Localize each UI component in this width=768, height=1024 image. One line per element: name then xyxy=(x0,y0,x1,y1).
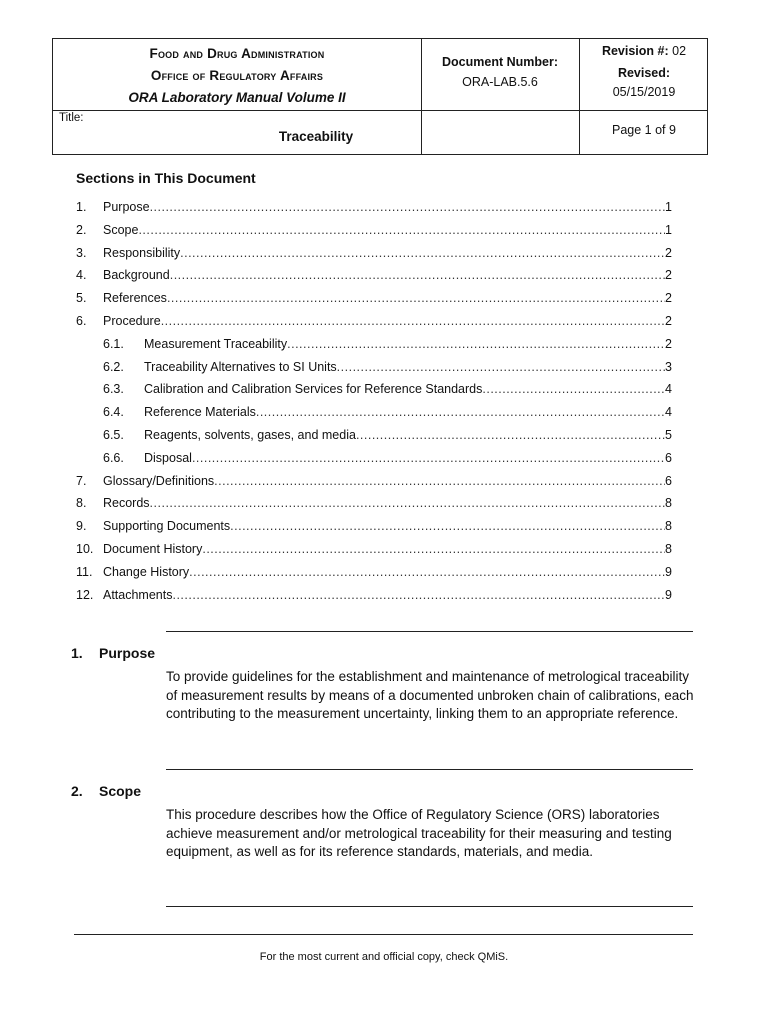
toc-heading: Sections in This Document xyxy=(76,170,256,186)
toc-entry-label: Attachments xyxy=(103,587,173,602)
toc-leader-dots xyxy=(150,200,665,214)
toc-entry-label: Traceability Alternatives to SI Units xyxy=(144,359,337,374)
toc-entry-number: 6.3. xyxy=(103,382,124,397)
toc-leader-dots xyxy=(202,542,665,556)
toc-entry-page: 2 xyxy=(665,268,672,283)
toc-leader-dots xyxy=(170,268,665,282)
toc-leader-dots xyxy=(287,337,665,351)
toc-entry-page: 5 xyxy=(665,427,672,442)
toc-entry-number: 8. xyxy=(76,496,87,511)
toc-entry-page: 3 xyxy=(665,359,672,374)
toc-entry[interactable] xyxy=(76,314,672,337)
toc-leader-dots xyxy=(356,428,665,442)
toc-entry-number: 6. xyxy=(76,313,87,328)
revision-label: Revision #: xyxy=(601,44,669,58)
section-number: 2. xyxy=(71,783,83,799)
toc-entry[interactable] xyxy=(76,428,672,451)
toc-entry[interactable] xyxy=(76,496,672,519)
toc-entry-number: 6.6. xyxy=(103,450,124,465)
toc-entry-page: 1 xyxy=(665,200,672,214)
toc-entry-label: Supporting Documents xyxy=(103,519,231,534)
revised-label: Revised: xyxy=(617,66,671,80)
title-label: Title: xyxy=(59,112,84,124)
toc-entry[interactable] xyxy=(76,519,672,542)
toc-entry[interactable] xyxy=(76,474,672,497)
org-name-line2: Office of Regulatory Affairs xyxy=(150,68,324,83)
document-number-value: ORA-LAB.5.6 xyxy=(462,75,538,89)
toc-leader-dots xyxy=(214,474,665,488)
toc-entry[interactable] xyxy=(76,451,672,474)
toc-entry-number: 5. xyxy=(76,291,87,306)
toc-entry-label: Disposal xyxy=(144,450,192,465)
toc-entry[interactable] xyxy=(76,337,672,360)
section-divider xyxy=(166,769,693,770)
toc-entry-number: 6.1. xyxy=(103,336,124,351)
toc-entry[interactable] xyxy=(76,542,672,565)
title-block xyxy=(53,110,579,154)
document-number-block xyxy=(421,39,579,110)
document-title: Traceability xyxy=(278,129,354,144)
section-body-purpose: To provide guidelines for the establishment and maintenance of metrological traceability of measurement results by means of a documented unbroken chain of calibrations, each contributing to the measurement uncertainty, linking them to an appropriate reference. xyxy=(166,669,694,722)
toc-entry-number: 2. xyxy=(76,222,87,237)
toc-entry[interactable] xyxy=(76,565,672,588)
toc-leader-dots xyxy=(150,496,666,510)
toc-entry[interactable] xyxy=(76,360,672,383)
revision-value: 02 xyxy=(672,44,687,58)
toc-entry-label: Records xyxy=(103,496,150,511)
toc-entry[interactable] xyxy=(76,588,672,611)
revised-date: 05/15/2019 xyxy=(612,85,676,99)
toc-leader-dots xyxy=(192,451,665,465)
toc-entry-page: 2 xyxy=(665,291,672,306)
footer-divider xyxy=(74,934,693,935)
toc-entry[interactable] xyxy=(76,246,672,269)
toc-entry-label: Change History xyxy=(103,564,190,579)
toc-leader-dots xyxy=(337,360,665,374)
manual-name: ORA Laboratory Manual Volume II xyxy=(128,90,346,105)
document-number-label: Document Number: xyxy=(442,55,558,69)
toc-entry-number: 4. xyxy=(76,268,87,283)
toc-entry-number: 7. xyxy=(76,473,87,488)
toc-entry-page: 2 xyxy=(665,336,672,351)
toc-entry-label: Purpose xyxy=(103,200,150,214)
document-header-table xyxy=(52,38,708,155)
toc-entry-page: 6 xyxy=(665,450,672,465)
toc-entry[interactable] xyxy=(76,405,672,428)
toc-entry-page: 1 xyxy=(665,222,672,237)
toc-entry[interactable] xyxy=(76,223,672,246)
section-title: Scope xyxy=(99,783,142,799)
toc-entry-label: Calibration and Calibration Services for Reference Standards xyxy=(144,382,483,397)
revision-line xyxy=(579,42,709,61)
toc-entry[interactable] xyxy=(76,268,672,291)
section-heading-purpose xyxy=(71,645,155,661)
toc-entry-page: 2 xyxy=(665,245,672,260)
toc-leader-dots xyxy=(138,223,665,237)
toc-entry-page: 4 xyxy=(665,405,672,420)
section-divider xyxy=(166,906,693,907)
toc-leader-dots xyxy=(167,291,665,305)
toc-entry-page: 9 xyxy=(665,587,672,602)
toc-entry-page: 6 xyxy=(665,473,672,488)
toc-entry-label: Procedure xyxy=(103,313,161,328)
toc-entry-page: 8 xyxy=(665,519,672,534)
toc-entry-page: 2 xyxy=(665,313,672,328)
footer-note: For the most current and official copy, check QMiS. xyxy=(259,951,509,963)
page-number: Page 1 of 9 xyxy=(612,123,676,137)
toc-leader-dots xyxy=(189,565,665,579)
toc-leader-dots xyxy=(482,382,665,396)
toc-entry-page: 8 xyxy=(665,541,672,556)
toc-entry[interactable] xyxy=(76,382,672,405)
toc-entry-label: Scope xyxy=(103,222,139,237)
toc-entry-number: 6.2. xyxy=(103,359,124,374)
toc-leader-dots xyxy=(172,588,665,602)
toc-entry-page: 9 xyxy=(665,564,672,579)
section-divider xyxy=(166,631,693,632)
toc-entry-page: 8 xyxy=(665,496,672,511)
toc-leader-dots xyxy=(161,314,665,328)
section-title: Purpose xyxy=(99,645,156,661)
toc-entry-number: 12. xyxy=(76,587,94,602)
toc-entry-label: Measurement Traceability xyxy=(144,336,288,351)
toc-entry-label: Reagents, solvents, gases, and media xyxy=(144,427,356,442)
toc-entry-number: 6.5. xyxy=(103,427,124,442)
toc-entry-page: 4 xyxy=(665,382,672,397)
toc-entry-label: Document History xyxy=(103,541,203,556)
section-heading-scope xyxy=(71,783,141,799)
toc-entry-number: 10. xyxy=(76,541,94,556)
toc-entry-number: 6.4. xyxy=(103,405,124,420)
toc-leader-dots xyxy=(180,246,665,260)
toc-entry-label: References xyxy=(103,291,167,306)
section-body-scope: This procedure describes how the Office of Regulatory Science (ORS) laboratories achieve measurement and/or metrological traceability for their measuring and testing equipment, as well as for its reference standards, materials, and media. xyxy=(166,807,672,860)
toc-entry-label: Responsibility xyxy=(103,245,181,260)
toc-leader-dots xyxy=(256,405,665,419)
table-of-contents xyxy=(76,200,672,610)
toc-leader-dots xyxy=(230,519,665,533)
toc-entry-number: 1. xyxy=(76,200,87,214)
toc-entry[interactable] xyxy=(76,291,672,314)
toc-entry-label: Background xyxy=(103,268,170,283)
org-name-line1: Food and Drug Administration xyxy=(149,46,325,61)
toc-entry-number: 9. xyxy=(76,519,87,534)
toc-entry-number: 11. xyxy=(76,564,93,579)
toc-entry-label: Reference Materials xyxy=(144,405,256,420)
toc-entry-number: 3. xyxy=(76,245,87,260)
toc-entry-label: Glossary/Definitions xyxy=(103,473,215,488)
section-number: 1. xyxy=(71,645,83,661)
organization-block xyxy=(53,39,421,110)
revision-block xyxy=(579,39,709,110)
toc-entry[interactable] xyxy=(76,200,672,223)
